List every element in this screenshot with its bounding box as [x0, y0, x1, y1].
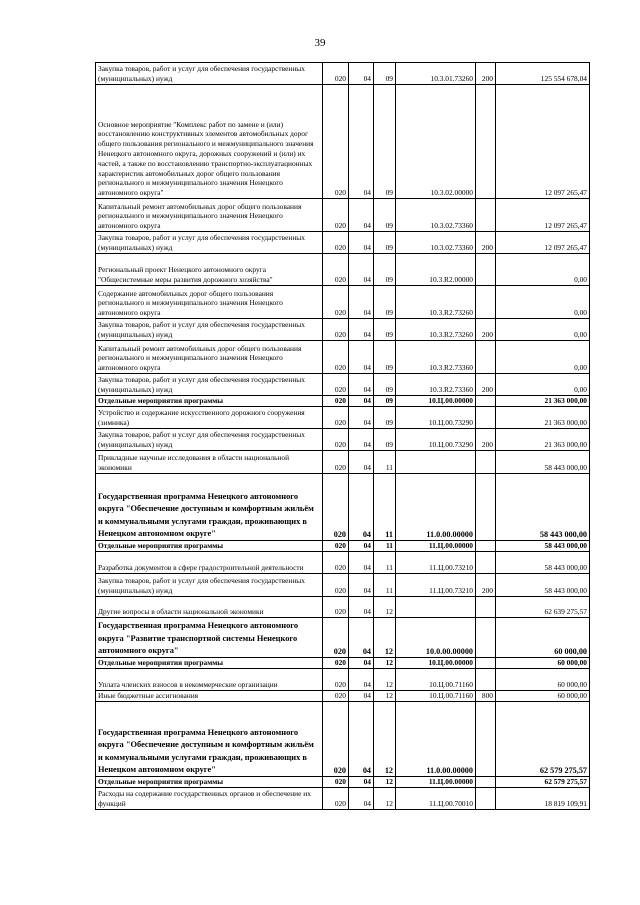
- table-row: [96, 396, 590, 407]
- row-section: 04: [349, 618, 374, 658]
- row-grbs: 020: [323, 541, 349, 552]
- row-subsection: 09: [374, 286, 396, 319]
- row-target-article: 11.0.00.00000: [396, 474, 476, 541]
- row-amount: 12 097 265,47: [496, 199, 590, 232]
- row-amount: 62 579 275,57: [496, 702, 590, 777]
- row-grbs: 020: [323, 319, 349, 341]
- row-amount: 0,00: [496, 374, 590, 396]
- row-subsection: 12: [374, 788, 396, 810]
- row-target-article: 11.Ц.00.73210: [396, 552, 476, 574]
- row-subsection: 11: [374, 474, 396, 541]
- row-target-article: 10.3.01.73260: [396, 63, 476, 85]
- row-expense-type: [476, 541, 496, 552]
- row-section: 04: [349, 658, 374, 669]
- row-name: Расходы на содержание государственных органов и обеспечение их функций: [96, 788, 323, 810]
- row-amount: 21 363 000,00: [496, 396, 590, 407]
- row-subsection: 11: [374, 552, 396, 574]
- row-amount: 62 579 275,57: [496, 777, 590, 788]
- row-section: 04: [349, 341, 374, 374]
- row-section: 04: [349, 702, 374, 777]
- row-target-article: [396, 451, 476, 474]
- row-expense-type: [476, 552, 496, 574]
- row-section: 04: [349, 374, 374, 396]
- row-section: 04: [349, 319, 374, 341]
- row-subsection: 12: [374, 669, 396, 691]
- row-name: Государственная программа Ненецкого автономного округа "Обеспечение доступным и комфортным жильём и коммунальными услугами граждан, проживающих в Ненецком автономном округе": [96, 474, 323, 541]
- row-section: 04: [349, 597, 374, 618]
- row-expense-type: [476, 669, 496, 691]
- row-name: Содержание автомобильных дорог общего пользования регионального и межмуниципального значения Ненецкого автономного округа: [96, 286, 323, 319]
- row-section: 04: [349, 669, 374, 691]
- row-expense-type: [476, 788, 496, 810]
- row-section: 04: [349, 691, 374, 702]
- table-row: [96, 286, 590, 319]
- row-target-article: 10.Ц.00.73290: [396, 429, 476, 451]
- row-grbs: 020: [323, 199, 349, 232]
- budget-table-body: [96, 63, 590, 810]
- row-subsection: 12: [374, 618, 396, 658]
- row-name: Закупка товаров, работ и услуг для обеспечения государственных (муниципальных) нужд: [96, 63, 323, 85]
- row-expense-type: [476, 702, 496, 777]
- row-target-article: 10.3.02.73360: [396, 199, 476, 232]
- table-row: [96, 541, 590, 552]
- row-target-article: 10.Ц.00.71160: [396, 669, 476, 691]
- row-grbs: 020: [323, 658, 349, 669]
- row-expense-type: 200: [476, 319, 496, 341]
- row-name: Разработка документов в сфере градостроительной деятельности: [96, 552, 323, 574]
- row-grbs: 020: [323, 702, 349, 777]
- row-grbs: 020: [323, 788, 349, 810]
- table-row: [96, 474, 590, 541]
- row-section: 04: [349, 232, 374, 254]
- row-expense-type: [476, 597, 496, 618]
- row-target-article: 10.3.R2.00000: [396, 254, 476, 286]
- row-amount: 0,00: [496, 286, 590, 319]
- table-row: [96, 669, 590, 691]
- row-grbs: 020: [323, 669, 349, 691]
- row-subsection: 09: [374, 407, 396, 429]
- row-expense-type: [476, 85, 496, 199]
- table-row: [96, 319, 590, 341]
- row-section: 04: [349, 85, 374, 199]
- budget-table: [95, 62, 590, 810]
- row-name: Закупка товаров, работ и услуг для обеспечения государственных (муниципальных) нужд: [96, 319, 323, 341]
- row-target-article: 10.Ц.00.73290: [396, 407, 476, 429]
- row-target-article: 10.3.R2.73360: [396, 341, 476, 374]
- row-subsection: 09: [374, 396, 396, 407]
- table-row: [96, 788, 590, 810]
- row-name: Закупка товаров, работ и услуг для обеспечения государственных (муниципальных) нужд: [96, 429, 323, 451]
- row-section: 04: [349, 254, 374, 286]
- row-target-article: [396, 597, 476, 618]
- row-subsection: 09: [374, 254, 396, 286]
- row-grbs: 020: [323, 597, 349, 618]
- row-amount: 0,00: [496, 341, 590, 374]
- table-row: [96, 85, 590, 199]
- row-name: Отдельные мероприятия программы: [96, 777, 323, 788]
- row-amount: 12 097 265,47: [496, 85, 590, 199]
- row-name: Основное мероприятие "Комплекс работ по замене и (или) восстановлению конструктивных элементов автомобильных дорог общего пользования регионального и межмуниципального значения Ненецкого автономного округа, дорожных сооружений и (или) их частей, а также по восстановлению транспортно-эксплуатационных характеристик автомобильных дорог общего пользования регионального и межмуниципального значения Ненецкого автономного округа": [96, 85, 323, 199]
- row-target-article: 10.3.R2.73360: [396, 374, 476, 396]
- row-grbs: 020: [323, 254, 349, 286]
- row-subsection: 09: [374, 319, 396, 341]
- row-name: Устройство и содержание искусственного дорожного сооружения (зимника): [96, 407, 323, 429]
- row-subsection: 09: [374, 85, 396, 199]
- row-grbs: 020: [323, 429, 349, 451]
- row-grbs: 020: [323, 341, 349, 374]
- row-section: 04: [349, 429, 374, 451]
- row-expense-type: [476, 199, 496, 232]
- table-row: [96, 777, 590, 788]
- row-subsection: 09: [374, 374, 396, 396]
- row-amount: 21 363 000,00: [496, 429, 590, 451]
- row-subsection: 12: [374, 777, 396, 788]
- row-amount: 58 443 000,00: [496, 541, 590, 552]
- row-subsection: 11: [374, 574, 396, 597]
- row-expense-type: [476, 396, 496, 407]
- row-grbs: 020: [323, 63, 349, 85]
- row-amount: 18 819 109,91: [496, 788, 590, 810]
- row-expense-type: [476, 777, 496, 788]
- row-name: Отдельные мероприятия программы: [96, 541, 323, 552]
- row-section: 04: [349, 63, 374, 85]
- row-name: Региональный проект Ненецкого автономного округа "Общесистемные меры развития дорожного хозяйства": [96, 254, 323, 286]
- table-row: [96, 597, 590, 618]
- row-name: Отдельные мероприятия программы: [96, 658, 323, 669]
- row-grbs: 020: [323, 618, 349, 658]
- row-amount: 0,00: [496, 254, 590, 286]
- row-name: Другие вопросы в области национальной экономики: [96, 597, 323, 618]
- row-amount: 12 097 265,47: [496, 232, 590, 254]
- table-row: [96, 232, 590, 254]
- row-subsection: 09: [374, 232, 396, 254]
- table-row: [96, 618, 590, 658]
- row-grbs: 020: [323, 777, 349, 788]
- row-name: Иные бюджетные ассигнования: [96, 691, 323, 702]
- row-subsection: 09: [374, 341, 396, 374]
- row-subsection: 11: [374, 541, 396, 552]
- row-expense-type: [476, 658, 496, 669]
- row-target-article: 11.Ц.00.70010: [396, 788, 476, 810]
- row-amount: 58 443 000,00: [496, 474, 590, 541]
- row-grbs: 020: [323, 85, 349, 199]
- row-section: 04: [349, 396, 374, 407]
- row-grbs: 020: [323, 374, 349, 396]
- row-name: Закупка товаров, работ и услуг для обеспечения государственных (муниципальных) нужд: [96, 374, 323, 396]
- row-target-article: 10.0.00.00000: [396, 618, 476, 658]
- table-row: [96, 574, 590, 597]
- row-grbs: 020: [323, 474, 349, 541]
- row-target-article: 10.Ц.00.71160: [396, 691, 476, 702]
- table-row: [96, 199, 590, 232]
- row-name: Капитальный ремонт автомобильных дорог общего пользования регионального и межмуниципального значения Ненецкого автономного округа: [96, 199, 323, 232]
- row-expense-type: [476, 254, 496, 286]
- row-section: 04: [349, 777, 374, 788]
- row-grbs: 020: [323, 286, 349, 319]
- row-amount: 60 000,00: [496, 669, 590, 691]
- row-expense-type: [476, 341, 496, 374]
- row-target-article: 11.Ц.00.73210: [396, 574, 476, 597]
- row-amount: 60 000,00: [496, 691, 590, 702]
- table-row: [96, 407, 590, 429]
- row-amount: 0,00: [496, 319, 590, 341]
- row-target-article: 11.Ц.00.00000: [396, 777, 476, 788]
- row-grbs: 020: [323, 552, 349, 574]
- row-subsection: 09: [374, 429, 396, 451]
- table-row: [96, 691, 590, 702]
- table-row: [96, 254, 590, 286]
- row-amount: 58 443 000,00: [496, 574, 590, 597]
- row-amount: 58 443 000,00: [496, 451, 590, 474]
- row-section: 04: [349, 407, 374, 429]
- row-expense-type: 200: [476, 232, 496, 254]
- row-target-article: 11.0.00.00000: [396, 702, 476, 777]
- row-section: 04: [349, 574, 374, 597]
- row-grbs: 020: [323, 691, 349, 702]
- row-section: 04: [349, 541, 374, 552]
- row-section: 04: [349, 199, 374, 232]
- row-expense-type: [476, 407, 496, 429]
- row-section: 04: [349, 286, 374, 319]
- row-amount: 58 443 000,00: [496, 552, 590, 574]
- row-grbs: 020: [323, 232, 349, 254]
- row-target-article: 10.Ц.00.00000: [396, 658, 476, 669]
- row-target-article: 11.Ц.00.00000: [396, 541, 476, 552]
- row-expense-type: [476, 474, 496, 541]
- row-name: Уплата членских взносов в некоммерческие организации: [96, 669, 323, 691]
- row-amount: 21 363 000,00: [496, 407, 590, 429]
- row-expense-type: 200: [476, 429, 496, 451]
- row-grbs: 020: [323, 574, 349, 597]
- row-grbs: 020: [323, 396, 349, 407]
- row-expense-type: 800: [476, 691, 496, 702]
- row-subsection: 12: [374, 702, 396, 777]
- table-row: [96, 429, 590, 451]
- row-subsection: 12: [374, 691, 396, 702]
- page-number: 39: [314, 37, 326, 49]
- row-expense-type: 200: [476, 63, 496, 85]
- row-target-article: 10.3.02.00000: [396, 85, 476, 199]
- row-amount: 125 554 678,04: [496, 63, 590, 85]
- row-name: Закупка товаров, работ и услуг для обеспечения государственных (муниципальных) нужд: [96, 574, 323, 597]
- row-name: Государственная программа Ненецкого автономного округа "Обеспечение доступным и комфортным жильём и коммунальными услугами граждан, проживающих в Ненецком автономном округе": [96, 702, 323, 777]
- row-target-article: 10.3.R2.73260: [396, 319, 476, 341]
- row-expense-type: [476, 451, 496, 474]
- row-target-article: 10.3.R2.73260: [396, 286, 476, 319]
- table-row: [96, 451, 590, 474]
- row-subsection: 12: [374, 658, 396, 669]
- row-subsection: 12: [374, 597, 396, 618]
- row-section: 04: [349, 788, 374, 810]
- row-name: Капитальный ремонт автомобильных дорог общего пользования регионального и межмуниципального значения Ненецкого автономного округа: [96, 341, 323, 374]
- row-subsection: 09: [374, 199, 396, 232]
- row-amount: 60 000,00: [496, 658, 590, 669]
- row-subsection: 11: [374, 451, 396, 474]
- row-expense-type: [476, 286, 496, 319]
- table-row: [96, 63, 590, 85]
- row-section: 04: [349, 474, 374, 541]
- row-name: Отдельные мероприятия программы: [96, 396, 323, 407]
- row-expense-type: 200: [476, 374, 496, 396]
- row-section: 04: [349, 451, 374, 474]
- row-amount: 60 000,00: [496, 618, 590, 658]
- row-amount: 62 639 275,57: [496, 597, 590, 618]
- row-name: Прикладные научные исследования в области национальной экономики: [96, 451, 323, 474]
- row-name: Закупка товаров, работ и услуг для обеспечения государственных (муниципальных) нужд: [96, 232, 323, 254]
- row-grbs: 020: [323, 451, 349, 474]
- row-section: 04: [349, 552, 374, 574]
- row-grbs: 020: [323, 407, 349, 429]
- table-row: [96, 702, 590, 777]
- table-row: [96, 341, 590, 374]
- row-expense-type: [476, 618, 496, 658]
- row-target-article: 10.3.02.73360: [396, 232, 476, 254]
- row-target-article: 10.Ц.00.00000: [396, 396, 476, 407]
- table-row: [96, 658, 590, 669]
- row-subsection: 09: [374, 63, 396, 85]
- table-row: [96, 374, 590, 396]
- row-name: Государственная программа Ненецкого автономного округа "Развитие транспортной системы Ненецкого автономного округа": [96, 618, 323, 658]
- table-row: [96, 552, 590, 574]
- row-expense-type: 200: [476, 574, 496, 597]
